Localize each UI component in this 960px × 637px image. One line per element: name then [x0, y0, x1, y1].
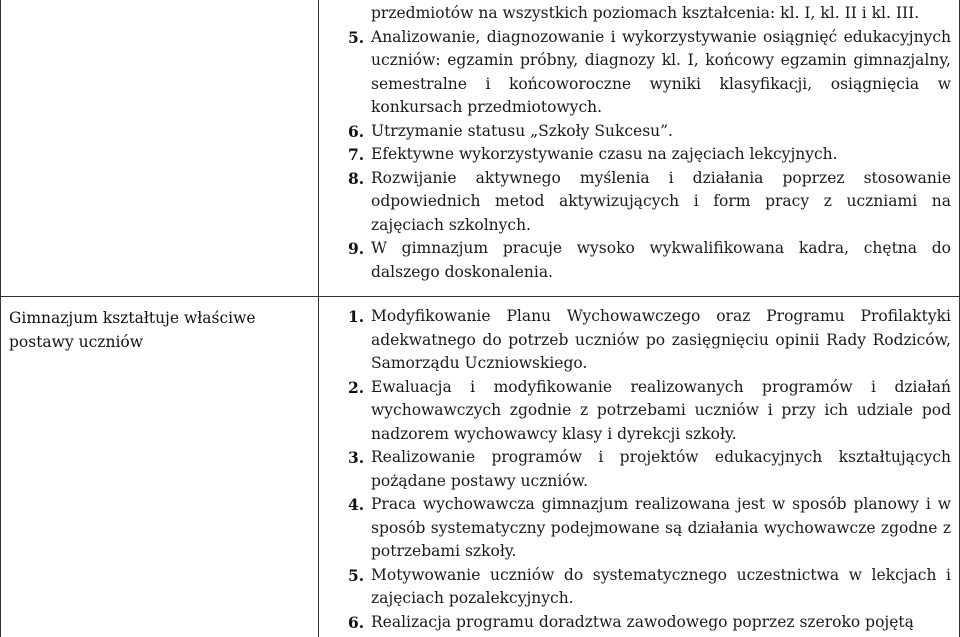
table-column-divider [318, 0, 319, 637]
list-item-text: Praca wychowawcza gimnazjum realizowana jest w sposób planowy i w sposób systematyczny podejmowane są działania wychowawcze zgodne z potrzebami szkoły. [371, 495, 951, 560]
list-item [348, 237, 951, 284]
list-item-number: 3. [348, 448, 365, 467]
list-item [348, 26, 951, 120]
list-item-number: 2. [348, 377, 365, 397]
list-item [348, 120, 951, 144]
list-item-text: Realizacja programu doradztwa zawodowego poprzez szeroko pojętą [371, 612, 914, 631]
list-item [348, 446, 951, 493]
list-item-text: Efektywne wykorzystywanie czasu na zajęciach lekcyjnych. [371, 145, 838, 163]
table-row-divider [0, 296, 960, 297]
list-item-number: 4. [348, 495, 365, 514]
list-item-number: 6. [348, 121, 365, 141]
table-border-left [0, 0, 1, 637]
list-item-text: Modyfikowanie Planu Wychowawczego oraz Programu Profilaktyki adekwatnego do potrzeb uczniów po zasięgnięciu opinii Rady Rodziców, Samorządu Uczniowskiego. [371, 307, 951, 372]
list-item [348, 167, 951, 238]
list-item [348, 143, 951, 167]
lower-cell-content [348, 305, 951, 634]
list-item-text: Ewaluacja i modyfikowanie realizowanych programów i działań wychowawczych zgodnie z potrzebami uczniów i przy ich udziale pod nadzorem wychowawcy klasy i dyrekcji szkoły. [371, 377, 951, 443]
list-item-text: Analizowanie, diagnozowanie i wykorzystywanie osiągnięć edukacyjnych uczniów: egzamin próbny, diagnozy kl. I, końcowy egzamin gimnazjalny, semestralne i końcoworoczne wyniki klasyfikacji, osiągnięcia w konkursach przedmiotowych. [371, 27, 951, 116]
list-item-number: 9. [348, 239, 365, 258]
list-item-number: 5. [348, 565, 365, 585]
list-item-number: 1. [348, 307, 365, 326]
row-heading: Gimnazjum kształtuje właściwe postawy uczniów [9, 309, 256, 351]
list-item-text: Rozwijanie aktywnego myślenia i działania poprzez stosowanie odpowiednich metod aktywizujących i form pracy z uczniami na zajęciach szkolnych. [371, 168, 951, 234]
list-item [348, 564, 951, 611]
list-item-number: 6. [348, 612, 365, 632]
list-item [348, 305, 951, 376]
list-item-number: 7. [348, 145, 365, 164]
list-item-text: Motywowanie uczniów do systematycznego uczestnictwa w lekcjach i zajęciach pozalekcyjnych. [371, 565, 951, 607]
list-item [348, 376, 951, 447]
list-item-text: Realizowanie programów i projektów edukacyjnych kształtujących pożądane postawy uczniów. [371, 448, 951, 490]
list-item [348, 611, 951, 635]
upper-cell-content [348, 2, 951, 284]
continuation-text: przedmiotów na wszystkich poziomach kształcenia: kl. I, kl. II i kl. III. [371, 4, 920, 22]
list-item-text: Utrzymanie statusu „Szkoły Sukcesu”. [371, 121, 673, 140]
list-item-number: 8. [348, 168, 365, 188]
list-item [348, 493, 951, 564]
list-item-text: W gimnazjum pracuje wysoko wykwalifikowana kadra, chętna do dalszego doskonalenia. [371, 239, 951, 281]
list-item-number: 5. [348, 27, 365, 47]
